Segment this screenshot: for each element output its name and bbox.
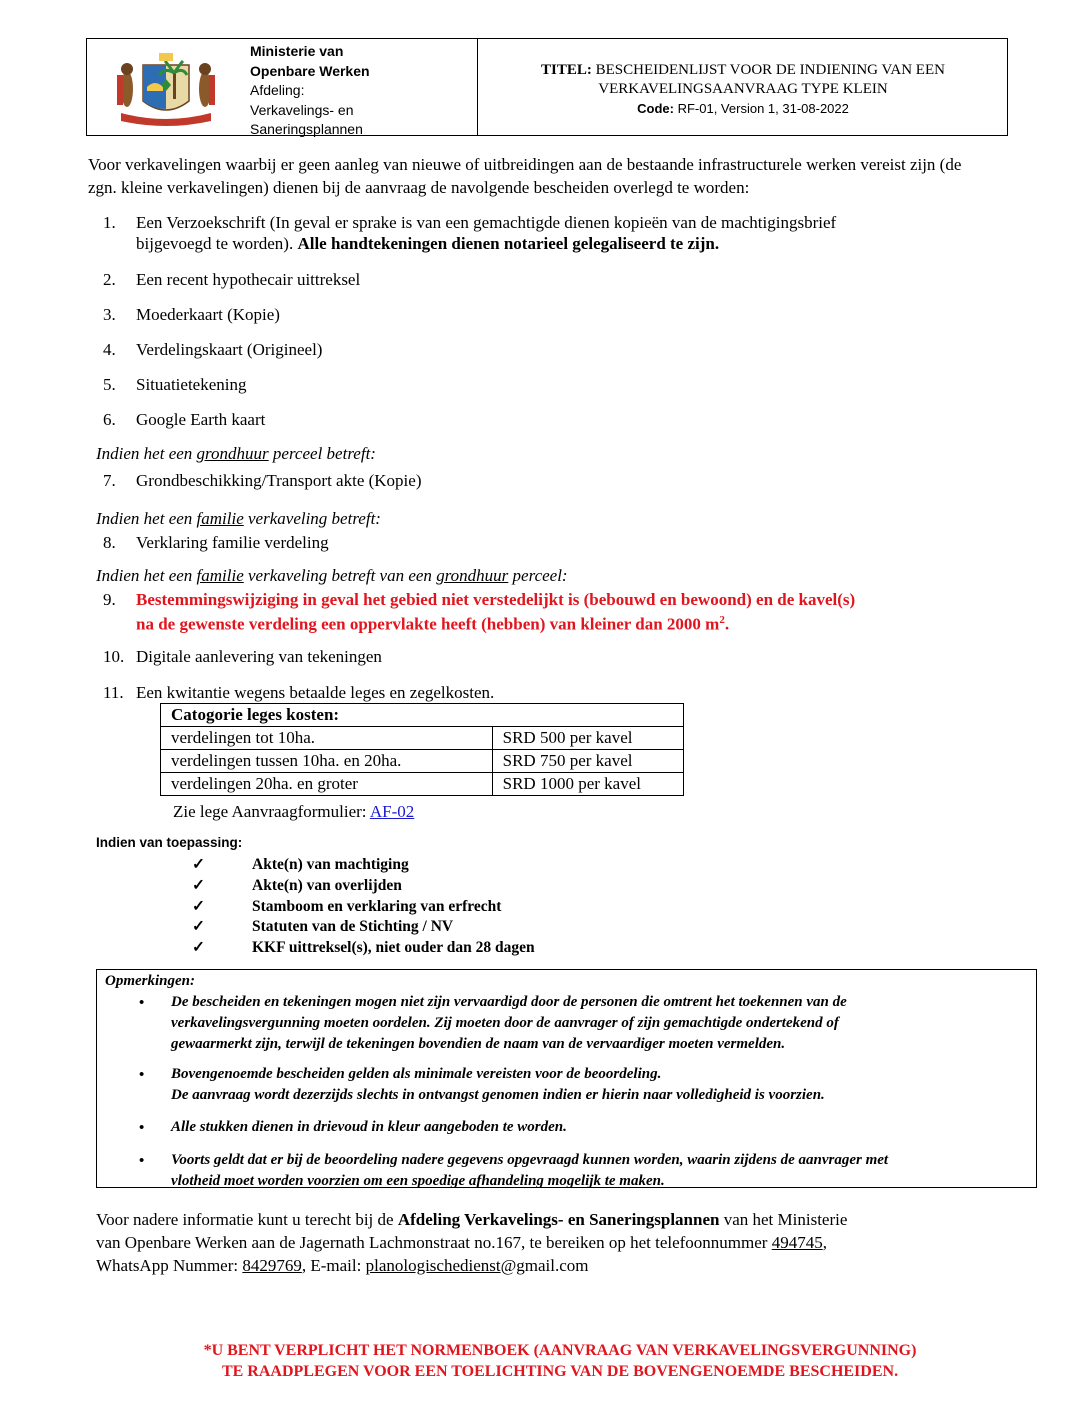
checklist-text: Akte(n) van machtiging — [252, 856, 409, 873]
title-line1: BESCHEIDENLIJST VOOR DE INDIENING VAN EEN — [595, 62, 945, 78]
warning-line2: TE RAADPLEGEN VOOR EEN TOELICHTING VAN DE BOVENGENOEMDE BESCHEIDEN. — [221, 1363, 899, 1380]
item-number: 6. — [103, 410, 116, 429]
mandatory-warning — [120, 1340, 1000, 1382]
condition-text: verkaveling betreft: — [243, 509, 381, 528]
table-row — [161, 727, 684, 750]
item-number: 1. — [103, 213, 116, 232]
fee-category: verdelingen 20ha. en groter — [161, 773, 493, 796]
contact-text: , E-mail: — [301, 1256, 366, 1275]
checkmark-icon: ✓ — [192, 939, 205, 956]
condition-keyword: familie — [196, 509, 244, 528]
item-text — [136, 212, 986, 254]
item-text-line1: Bestemmingswijziging in geval het gebied niet verstedelijkt is (bebouwd en bewoond) en de kavel(s) — [136, 590, 856, 609]
remark-1 — [171, 992, 1031, 1055]
contact-paragraph — [96, 1208, 996, 1277]
warning-line1: *U BENT VERPLICHT HET NORMENBOEK (AANVRAAG VAN VERKAVELINGSVERGUNNING) — [203, 1342, 917, 1359]
item-number: 4. — [103, 340, 116, 359]
item-number: 5. — [103, 375, 116, 394]
ministry-name-line1: Ministerie van — [250, 43, 344, 59]
checklist-text: Akte(n) van overlijden — [252, 877, 402, 894]
condition-text: perceel betreft: — [268, 444, 376, 463]
condition-text: verkaveling betreft van een — [243, 566, 437, 585]
condition-text: Indien het een — [96, 509, 197, 528]
item-number: 2. — [103, 270, 116, 289]
whatsapp-number[interactable]: 8429769 — [242, 1256, 302, 1275]
contact-text: van het Ministerie — [719, 1210, 848, 1229]
condition-text: Indien het een — [96, 444, 197, 463]
condition-grondhuur — [96, 444, 376, 464]
table-header-row — [161, 704, 684, 727]
item-text: Situatietekening — [136, 375, 247, 394]
remark-line: vlotheid moet worden voorzien om een spoedige afhandeling mogelijk te maken. — [171, 1173, 665, 1189]
department-label: Afdeling: — [250, 82, 305, 98]
contact-text: , — [822, 1233, 827, 1252]
document-header — [86, 38, 1008, 136]
remark-3: Alle stukken dienen in drievoud in kleur aangeboden te worden. — [171, 1119, 567, 1135]
checklist-item — [192, 855, 409, 875]
condition-text: Indien het een — [96, 566, 197, 585]
remark-line: Bovengenoemde bescheiden gelden als minimale vereisten voor de beoordeling. — [171, 1066, 662, 1082]
checklist-item — [192, 917, 453, 937]
item-number: 7. — [103, 471, 116, 490]
condition-familie-grondhuur — [96, 566, 568, 586]
form-reference-text: Zie lege Aanvraagformulier: — [173, 802, 370, 821]
checklist-item — [192, 938, 535, 958]
department-name-line2: Saneringsplannen — [250, 121, 363, 137]
item-text-tail: . — [724, 614, 730, 634]
checklist-text: Statuten van de Stichting / NV — [252, 918, 454, 935]
checkmark-icon: ✓ — [192, 918, 205, 935]
condition-familie — [96, 509, 381, 529]
item-number: 9. — [103, 590, 116, 609]
email-domain: @gmail.com — [500, 1256, 589, 1275]
code-value: RF-01, Version 1, 31-08-2022 — [677, 101, 849, 116]
title-line2: VERKAVELINGSAANVRAAG TYPE KLEIN — [598, 81, 888, 97]
code-label: Code: — [637, 101, 674, 116]
form-reference — [173, 802, 414, 822]
item-text: Google Earth kaart — [136, 410, 266, 429]
remarks-box — [96, 969, 1037, 1188]
item-number: 10. — [103, 647, 125, 666]
item-text: Een recent hypothecair uittreksel — [136, 270, 361, 289]
fee-cost: SRD 500 per kavel — [492, 727, 683, 750]
fee-category: verdelingen tot 10ha. — [161, 727, 493, 750]
checklist-text: Stamboom en verklaring van erfrecht — [252, 898, 502, 915]
fees-table — [160, 703, 684, 796]
item-number: 11. — [103, 683, 124, 702]
item-text-bold: Alle handtekeningen dienen notarieel gelegaliseerd te zijn. — [297, 234, 720, 253]
department-block — [247, 42, 478, 140]
item-text-line2: bijgevoegd te worden). — [136, 234, 294, 253]
item-text: Moederkaart (Kopie) — [136, 305, 280, 324]
superscript: 2 — [719, 614, 725, 626]
bullet-icon: • — [139, 1153, 145, 1169]
department-name-line1: Verkavelings- en — [250, 101, 354, 118]
contact-text: WhatsApp Nummer: — [96, 1256, 243, 1275]
phone-number[interactable]: 494745 — [771, 1233, 823, 1252]
remark-line: De bescheiden en tekeningen mogen niet zijn vervaardigd door de personen die omtrent het toekennen van de — [171, 994, 847, 1010]
item-text — [136, 589, 986, 635]
bullet-icon: • — [139, 995, 145, 1011]
checklist-item — [192, 876, 402, 896]
remark-line: gewaarmerkt zijn, terwijl de tekeningen bovendien de naam van de vervaardiger moeten vermelden. — [171, 1036, 786, 1052]
title-label: TITEL: — [541, 62, 592, 78]
item-text: Grondbeschikking/Transport akte (Kopie) — [136, 471, 422, 490]
checkmark-icon: ✓ — [192, 898, 205, 915]
condition-text: perceel: — [508, 566, 568, 585]
contact-department: Afdeling Verkavelings- en Saneringsplannen — [397, 1210, 720, 1229]
fee-cost: SRD 1000 per kavel — [492, 773, 683, 796]
item-text: Een kwitantie wegens betaalde leges en zegelkosten. — [136, 683, 495, 702]
email-link[interactable]: planologischedienst — [365, 1256, 501, 1275]
item-text-line1: Een Verzoekschrift (In geval er sprake is van een gemachtigde dienen kopieën van de machtigingsbrief — [136, 213, 837, 232]
bullet-icon: • — [139, 1120, 145, 1136]
remarks-title: Opmerkingen: — [105, 973, 195, 989]
remark-line: Voorts geldt dat er bij de beoordeling nadere gegevens opgevraagd kunnen worden, waarin zijdens de aanvrager met — [171, 1152, 889, 1168]
contact-text: Voor nadere informatie kunt u terecht bij de — [96, 1210, 398, 1229]
bullet-icon: • — [139, 1067, 145, 1083]
fee-cost: SRD 750 per kavel — [492, 750, 683, 773]
contact-text: van Openbare Werken aan de Jagernath Lachmonstraat no.167, te bereiken op het telefoonnummer — [96, 1233, 772, 1252]
item-text-line2: na de gewenste verdeling een oppervlakte heeft (hebben) van kleiner dan 2000 m — [136, 614, 720, 634]
ministry-name-line2: Openbare Werken — [250, 62, 370, 79]
checkmark-icon: ✓ — [192, 856, 205, 873]
applicable-title: Indien van toepassing: — [96, 835, 243, 850]
remark-4 — [171, 1150, 1031, 1192]
remark-2 — [171, 1064, 1031, 1106]
table-row — [161, 750, 684, 773]
condition-keyword: grondhuur — [436, 566, 509, 585]
table-row — [161, 773, 684, 796]
checklist-text: KKF uittreksel(s), niet ouder dan 28 dagen — [252, 939, 535, 956]
table-header: Catogorie leges kosten: — [161, 704, 684, 727]
checklist-item — [192, 897, 501, 917]
document-title — [478, 61, 1008, 118]
checkmark-icon: ✓ — [192, 877, 205, 894]
item-number: 3. — [103, 305, 116, 324]
intro-paragraph: Voor verkavelingen waarbij er geen aanleg van nieuwe of uitbreidingen aan de bestaande infrastructurele werken vereist zijn (de zgn. kleine verkavelingen) dienen bij de aanvraag de navolgende bescheiden overlegd te worden: — [88, 155, 962, 197]
item-text: Verdelingskaart (Origineel) — [136, 340, 323, 359]
remark-line: De aanvraag wordt dezerzijds slechts in ontvangst genomen indien er hierin naar volledigheid is voorzien. — [171, 1087, 825, 1103]
item-number: 8. — [103, 533, 116, 552]
item-text: Verklaring familie verdeling — [136, 533, 329, 552]
condition-keyword: familie — [196, 566, 244, 585]
coat-of-arms-logo — [87, 39, 247, 135]
condition-keyword: grondhuur — [196, 444, 269, 463]
af-02-link[interactable]: AF-02 — [369, 802, 415, 821]
fee-category: verdelingen tussen 10ha. en 20ha. — [161, 750, 493, 773]
item-text: Digitale aanlevering van tekeningen — [136, 647, 382, 666]
remark-line: verkavelingsvergunning moeten oordelen. Zij moeten door de aanvrager of zijn gemachtigde ondertekend of — [171, 1015, 839, 1031]
